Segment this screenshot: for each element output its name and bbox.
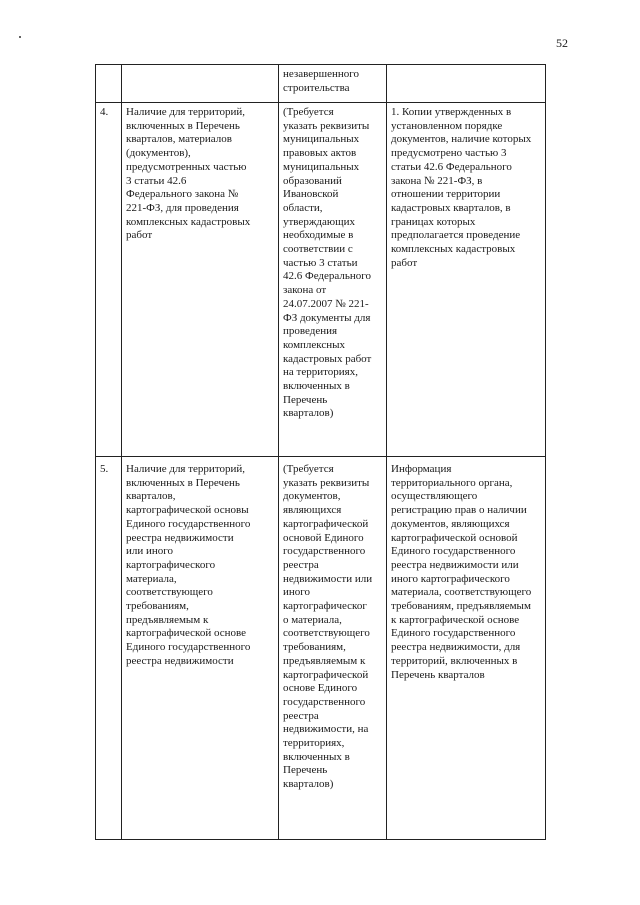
table-row bbox=[96, 65, 546, 103]
requirement-cell: (Требуется указать реквизиты муниципальных правовых актов муниципальных образований Ивановской области, утверждающих необходимые в соответствии с частью 3 статьи 42.6 Федерального закона от 24.07.2007 № 221- ФЗ документы для проведения комплексных кадастровых работ на территориях, включенных в Перечень кварталов) bbox=[279, 103, 387, 457]
scan-speck bbox=[19, 36, 21, 38]
table-row bbox=[96, 457, 546, 840]
requirements-table bbox=[95, 64, 546, 840]
criterion-cell: Наличие для территорий, включенных в Перечень кварталов, картографической основы Единого государственного реестра недвижимости или иного картографического материала, соответствующего требованиям, предъявляемым к картографической основе Единого государственного реестра недвижимости bbox=[122, 457, 279, 840]
row-number-cell: 5. bbox=[96, 457, 122, 840]
row-number-cell bbox=[96, 65, 122, 103]
requirement-cell: незавершенного строительства bbox=[279, 65, 387, 103]
row-number-cell: 4. bbox=[96, 103, 122, 457]
criterion-cell: Наличие для территорий, включенных в Перечень кварталов, материалов (документов), предусмотренных частью 3 статьи 42.6 Федерального закона № 221-ФЗ, для проведения комплексных кадастровых работ bbox=[122, 103, 279, 457]
requirement-cell: (Требуется указать реквизиты документов, являющихся картографической основой Единого государственного реестра недвижимости или иного картографическог о материала, соответствующего требованиям, предъявляемым к картографической основе Единого государственного реестра недвижимости, на территориях, включенных в Перечень кварталов) bbox=[279, 457, 387, 840]
table-row bbox=[96, 103, 546, 457]
page-number: 52 bbox=[556, 36, 568, 50]
source-cell: 1. Копии утвержденных в установленном порядке документов, наличие которых предусмотрено частью 3 статьи 42.6 Федерального закона № 221-ФЗ, в отношении территории кадастровых кварталов, в границах которых предполагается проведение комплексных кадастровых работ bbox=[387, 103, 546, 457]
criterion-cell bbox=[122, 65, 279, 103]
source-cell: Информация территориального органа, осуществляющего регистрацию прав о наличии документов, являющихся картографической основой Единого государственного реестра недвижимости или иного картографического материала, соответствующего требованиям, предъявляемым к картографической основе Единого государственного реестра недвижимости, для территорий, включенных в Перечень кварталов bbox=[387, 457, 546, 840]
source-cell bbox=[387, 65, 546, 103]
